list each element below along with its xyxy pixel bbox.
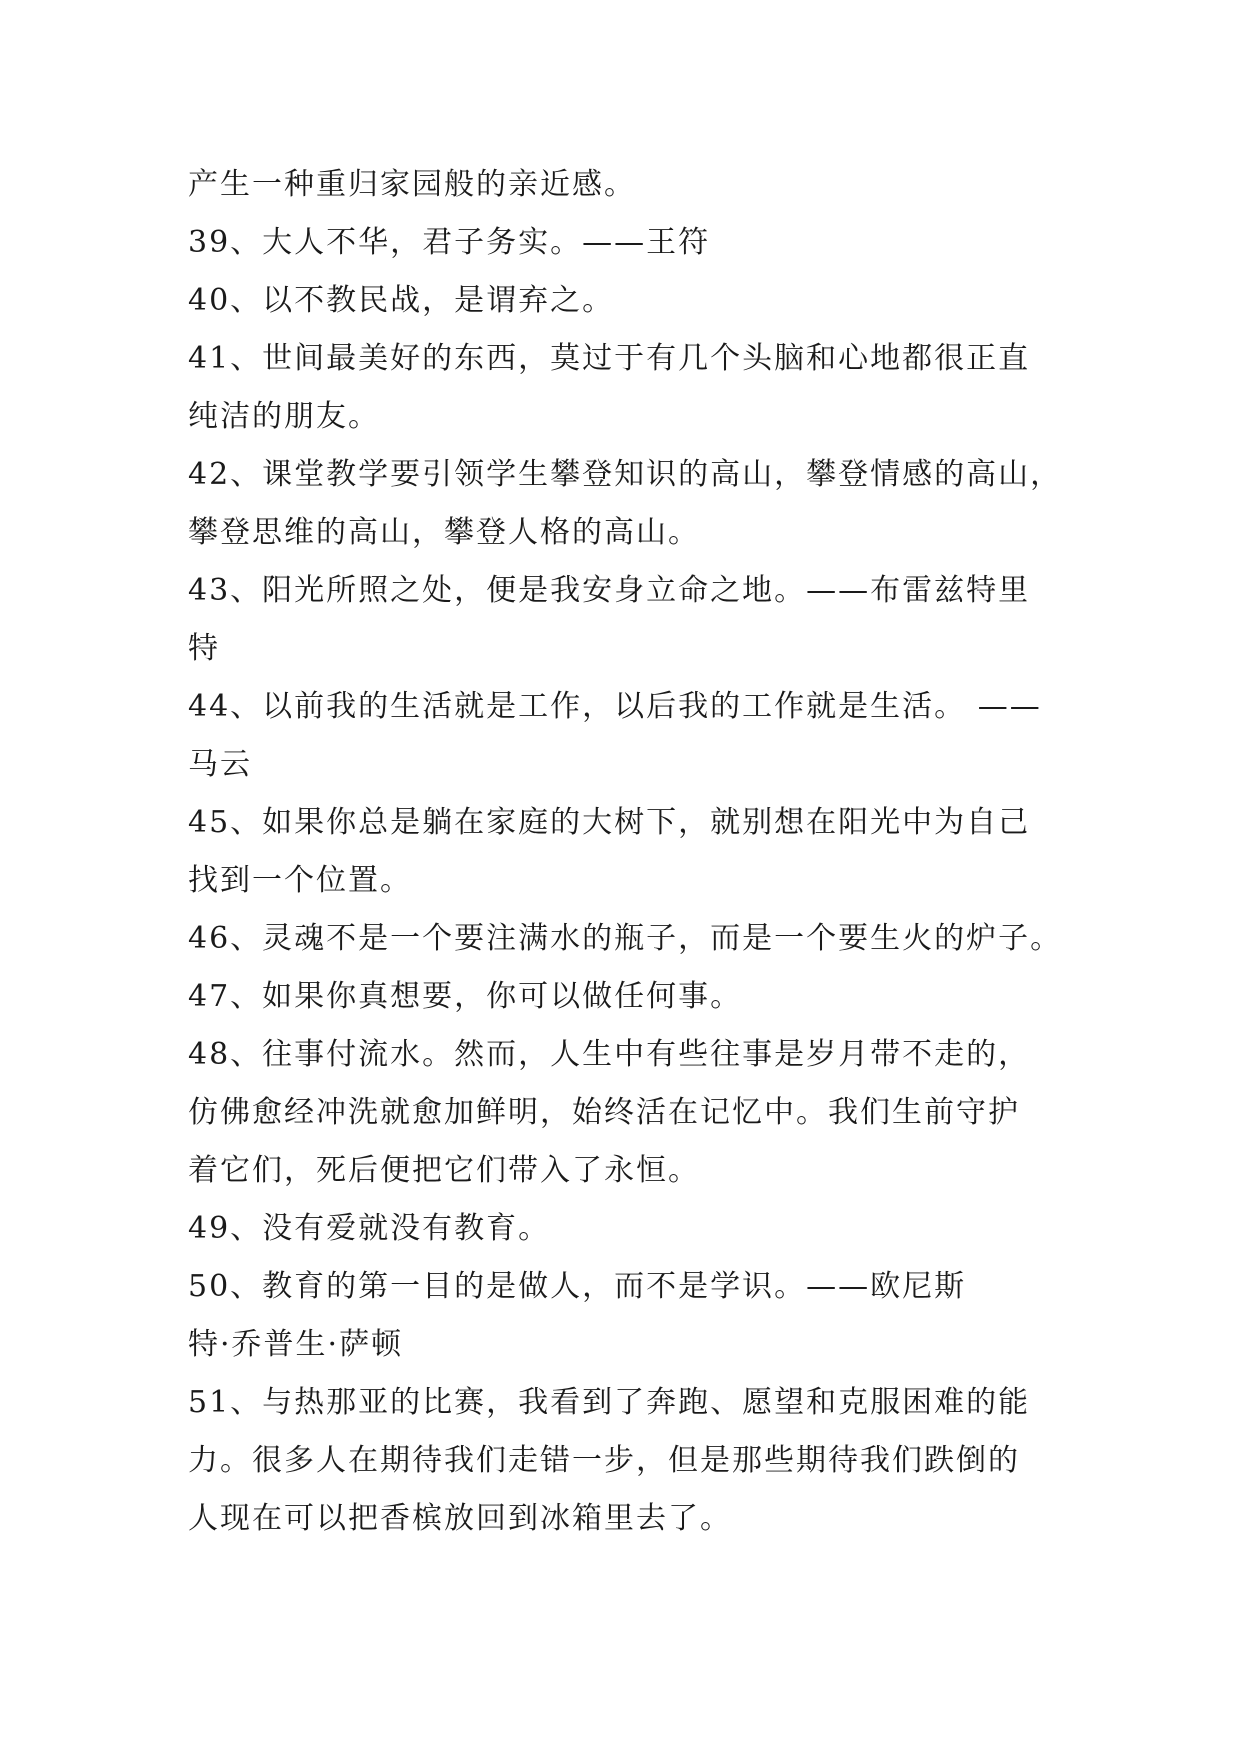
text-line: 46、灵魂不是一个要注满水的瓶子，而是一个要生火的炉子。 [188, 921, 1063, 956]
text-line: 人现在可以把香槟放回到冰箱里去了。 [188, 1501, 732, 1536]
text-line: 攀登思维的高山，攀登人格的高山。 [188, 515, 700, 550]
text-line: 马云 [188, 747, 252, 782]
text-line: 特 [188, 631, 220, 666]
text-line: 50、教育的第一目的是做人，而不是学识。——欧尼斯 [188, 1269, 967, 1304]
text-line: 力。很多人在期待我们走错一步，但是那些期待我们跌倒的 [188, 1443, 1020, 1478]
text-line: 41、世间最美好的东西，莫过于有几个头脑和心地都很正直 [188, 341, 1031, 376]
text-line: 产生一种重归家园般的亲近感。 [188, 167, 636, 202]
text-line: 42、课堂教学要引领学生攀登知识的高山，攀登情感的高山， [188, 457, 1063, 492]
text-line: 48、往事付流水。然而，人生中有些往事是岁月带不走的， [188, 1037, 1031, 1072]
text-line: 找到一个位置。 [188, 863, 412, 898]
text-line: 47、如果你真想要，你可以做任何事。 [188, 979, 743, 1014]
text-line: 49、没有爱就没有教育。 [188, 1211, 551, 1246]
text-line: 43、阳光所照之处，便是我安身立命之地。——布雷兹特里 [188, 573, 1031, 608]
text-line: 仿佛愈经冲洗就愈加鲜明，始终活在记忆中。我们生前守护 [188, 1095, 1020, 1130]
text-line: 特·乔普生·萨顿 [188, 1327, 404, 1362]
text-line: 40、以不教民战，是谓弃之。 [188, 283, 615, 318]
text-line: 39、大人不华，君子务实。——王符 [188, 225, 711, 260]
text-line: 着它们，死后便把它们带入了永恒。 [188, 1153, 700, 1188]
text-line: 51、与热那亚的比赛，我看到了奔跑、愿望和克服困难的能 [188, 1385, 1031, 1420]
text-line: 45、如果你总是躺在家庭的大树下，就别想在阳光中为自己 [188, 805, 1031, 840]
document-body [188, 156, 1068, 1548]
text-line: 44、以前我的生活就是工作，以后我的工作就是生活。 —— [188, 689, 1042, 724]
text-line: 纯洁的朋友。 [188, 399, 380, 434]
